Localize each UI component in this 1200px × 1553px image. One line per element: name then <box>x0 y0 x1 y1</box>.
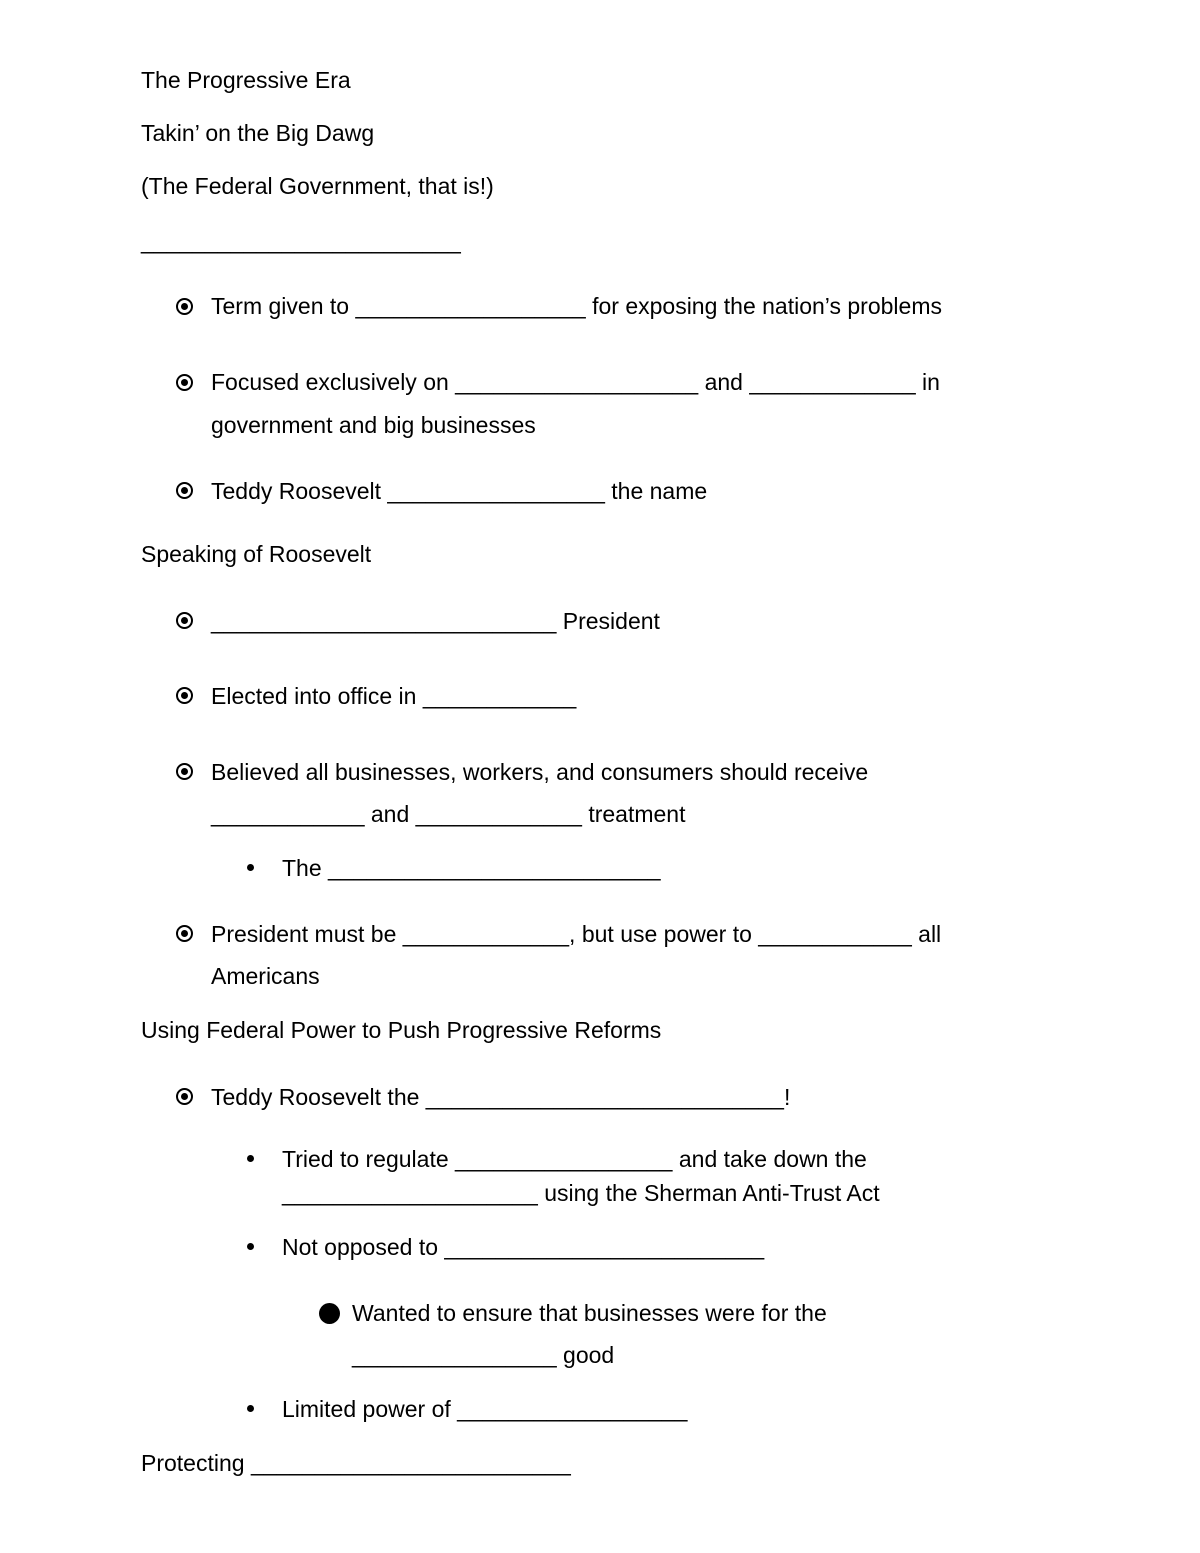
circle-bullet-icon <box>176 925 193 942</box>
sub-sub-list-item: Wanted to ensure that businesses were for the <box>352 1300 827 1326</box>
list-item-continuation: government and big businesses <box>211 412 536 438</box>
sub-list-item: Tried to regulate _________________ and take down the <box>282 1146 867 1172</box>
list-item-continuation: Americans <box>211 963 320 989</box>
bullet-dot-icon <box>247 864 254 871</box>
section-heading: Protecting _________________________ <box>141 1450 571 1476</box>
circle-bullet-icon <box>176 298 193 315</box>
filled-circle-bullet-icon <box>319 1303 340 1324</box>
page-title: The Progressive Era <box>141 67 351 93</box>
circle-bullet-icon <box>176 482 193 499</box>
list-item: Teddy Roosevelt the ____________________________! <box>211 1084 791 1110</box>
circle-bullet-icon <box>176 763 193 780</box>
list-item: Focused exclusively on ___________________ and _____________ in <box>211 369 940 395</box>
bullet-dot-icon <box>247 1405 254 1412</box>
sub-sub-list-item-continuation: ________________ good <box>352 1342 615 1368</box>
bullet-dot-icon <box>247 1243 254 1250</box>
sub-list-item-continuation: ____________________ using the Sherman Anti-Trust Act <box>282 1180 880 1206</box>
sub-list-item: The __________________________ <box>282 855 661 881</box>
sub-list-item: Limited power of __________________ <box>282 1396 688 1422</box>
sub-list-item: Not opposed to _________________________ <box>282 1234 765 1260</box>
circle-bullet-icon <box>176 374 193 391</box>
page-subtitle: Takin’ on the Big Dawg <box>141 120 375 146</box>
list-item: Elected into office in ____________ <box>211 683 577 709</box>
circle-bullet-icon <box>176 612 193 629</box>
circle-bullet-icon <box>176 1088 193 1105</box>
list-item-continuation: ____________ and _____________ treatment <box>211 801 686 827</box>
section-heading: Speaking of Roosevelt <box>141 541 372 567</box>
bullet-dot-icon <box>247 1155 254 1162</box>
header-blank-line: _________________________ <box>141 228 461 254</box>
list-item: Believed all businesses, workers, and consumers should receive <box>211 759 869 785</box>
list-item: President must be _____________, but use power to ____________ all <box>211 921 942 947</box>
list-item: Term given to __________________ for exposing the nation’s problems <box>211 293 942 319</box>
circle-bullet-icon <box>176 687 193 704</box>
section-heading: Using Federal Power to Push Progressive Reforms <box>141 1017 662 1043</box>
list-item: ___________________________ President <box>211 608 660 634</box>
page-subtitle-note: (The Federal Government, that is!) <box>141 173 494 199</box>
list-item: Teddy Roosevelt _________________ the name <box>211 478 708 504</box>
